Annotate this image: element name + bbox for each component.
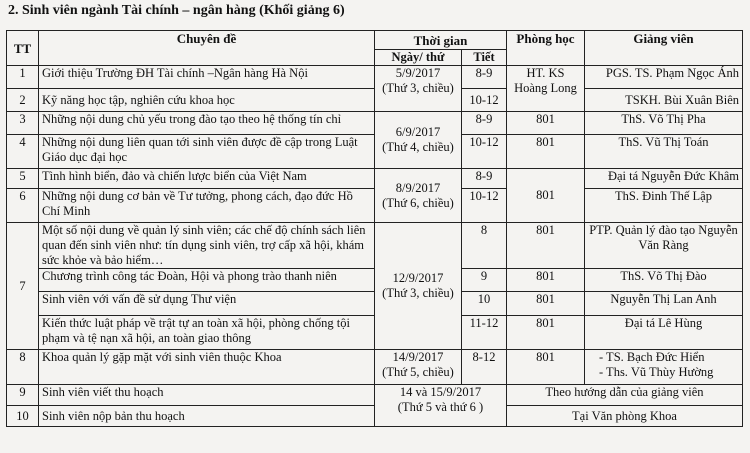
room-cell: 801 — [507, 112, 585, 135]
header-time: Thời gian — [375, 31, 507, 50]
date-cell: 6/9/2017 (Thứ 4, chiều) — [375, 112, 462, 169]
room-cell: 801 — [507, 135, 585, 169]
lecturer-cell: Đại tá Lê Hùng — [585, 316, 743, 350]
lecturer-cell: - TS. Bạch Đức Hiển - Ths. Vũ Thùy Hường — [585, 350, 743, 385]
period-cell: 10-12 — [462, 135, 507, 169]
room-cell: 801 — [507, 350, 585, 385]
topic-cell: Một số nội dung về quản lý sinh viên; các chế độ chính sách liên quan đến sinh viên như: tín dụng sinh viên, trợ cấp xã hội, khám sức khỏe và bảo hiểm… — [39, 223, 375, 269]
table-row — [7, 385, 743, 406]
table-row — [7, 169, 743, 189]
room-cell: 801 — [507, 269, 585, 292]
period-cell: 8-9 — [462, 66, 507, 89]
topic-cell: Kỹ năng học tập, nghiên cứu khoa học — [39, 89, 375, 112]
row-number: 3 — [7, 112, 39, 135]
row-number: 1 — [7, 66, 39, 89]
room-cell: 801 — [507, 169, 585, 223]
row-number: 9 — [7, 385, 39, 406]
lecturer-cell: ThS. Vũ Thị Toán — [585, 135, 743, 169]
row-number: 7 — [7, 223, 39, 350]
room-cell: HT. KS Hoàng Long — [507, 66, 585, 112]
lecturer-cell: ThS. Võ Thị Pha — [585, 112, 743, 135]
row-number: 6 — [7, 189, 39, 223]
period-cell: 8-12 — [462, 350, 507, 385]
header-date: Ngày/ thứ — [375, 50, 462, 66]
topic-cell: Khoa quản lý gặp mặt với sinh viên thuộc Khoa — [39, 350, 375, 385]
table-row — [7, 223, 743, 269]
topic-cell: Giới thiệu Trường ĐH Tài chính –Ngân hàng Hà Nội — [39, 66, 375, 89]
topic-cell: Kiến thức luật pháp về trật tự an toàn xã hội, phòng chống tội phạm và tệ nạn xã hội, an toàn giao thông — [39, 316, 375, 350]
period-cell: 10-12 — [462, 89, 507, 112]
period-cell: 9 — [462, 269, 507, 292]
topic-cell: Sinh viên nộp bản thu hoạch — [39, 406, 375, 427]
lecturer-cell: Đại tá Nguyễn Đức Khâm — [585, 169, 743, 189]
period-cell: 10-12 — [462, 189, 507, 223]
date-cell: 5/9/2017 (Thứ 3, chiều) — [375, 66, 462, 112]
lecturer-cell: Theo hướng dẫn của giảng viên — [507, 385, 743, 406]
lecturer-cell: Tại Văn phòng Khoa — [507, 406, 743, 427]
period-cell: 8-9 — [462, 112, 507, 135]
table-row — [7, 66, 743, 89]
table-row — [7, 112, 743, 135]
lecturer-cell: PGS. TS. Phạm Ngọc Ánh — [585, 66, 743, 89]
topic-cell: Những nội dung chủ yếu trong đào tạo theo hệ thống tín chỉ — [39, 112, 375, 135]
topic-cell: Những nội dung cơ bản về Tư tưởng, phong cách, đạo đức Hồ Chí Minh — [39, 189, 375, 223]
date-cell: 12/9/2017 (Thứ 3, chiều) — [375, 223, 462, 350]
period-cell: 8 — [462, 223, 507, 269]
lecturer-cell: PTP. Quản lý đào tạo Nguyễn Văn Ràng — [585, 223, 743, 269]
date-cell: 14/9/2017 (Thứ 5, chiều) — [375, 350, 462, 385]
header-row — [7, 31, 743, 50]
lecturer-cell: Nguyễn Thị Lan Anh — [585, 292, 743, 316]
header-tt: TT — [7, 31, 39, 66]
date-cell: 14 và 15/9/2017 (Thứ 5 và thứ 6 ) — [375, 385, 507, 427]
topic-cell: Chương trình công tác Đoàn, Hội và phong trào thanh niên — [39, 269, 375, 292]
row-number: 4 — [7, 135, 39, 169]
header-period: Tiết — [462, 50, 507, 66]
topic-cell: Sinh viên viết thu hoạch — [39, 385, 375, 406]
period-cell: 11-12 — [462, 316, 507, 350]
header-room: Phòng học — [507, 31, 585, 66]
header-topic: Chuyên đề — [39, 31, 375, 66]
lecturer-cell: ThS. Đinh Thế Lập — [585, 189, 743, 223]
room-cell: 801 — [507, 223, 585, 269]
row-number: 5 — [7, 169, 39, 189]
period-cell: 8-9 — [462, 169, 507, 189]
topic-cell: Sinh viên với vấn đề sử dụng Thư viện — [39, 292, 375, 316]
row-number: 8 — [7, 350, 39, 385]
row-number: 2 — [7, 89, 39, 112]
room-cell: 801 — [507, 316, 585, 350]
section-heading: 2. Sinh viên ngành Tài chính – ngân hàng (Khối giảng 6) — [8, 3, 345, 18]
row-number: 10 — [7, 406, 39, 427]
header-lecturer: Giảng viên — [585, 31, 743, 66]
topic-cell: Những nội dung liên quan tới sinh viên được đề cập trong Luật Giáo dục đại học — [39, 135, 375, 169]
date-cell: 8/9/2017 (Thứ 6, chiều) — [375, 169, 462, 223]
lecturer-cell: ThS. Võ Thị Đào — [585, 269, 743, 292]
table-row — [7, 350, 743, 385]
period-cell: 10 — [462, 292, 507, 316]
room-cell: 801 — [507, 292, 585, 316]
schedule-table — [6, 30, 743, 427]
lecturer-cell: TSKH. Bùi Xuân Biên — [585, 89, 743, 112]
topic-cell: Tình hình biển, đảo và chiến lược biển của Việt Nam — [39, 169, 375, 189]
